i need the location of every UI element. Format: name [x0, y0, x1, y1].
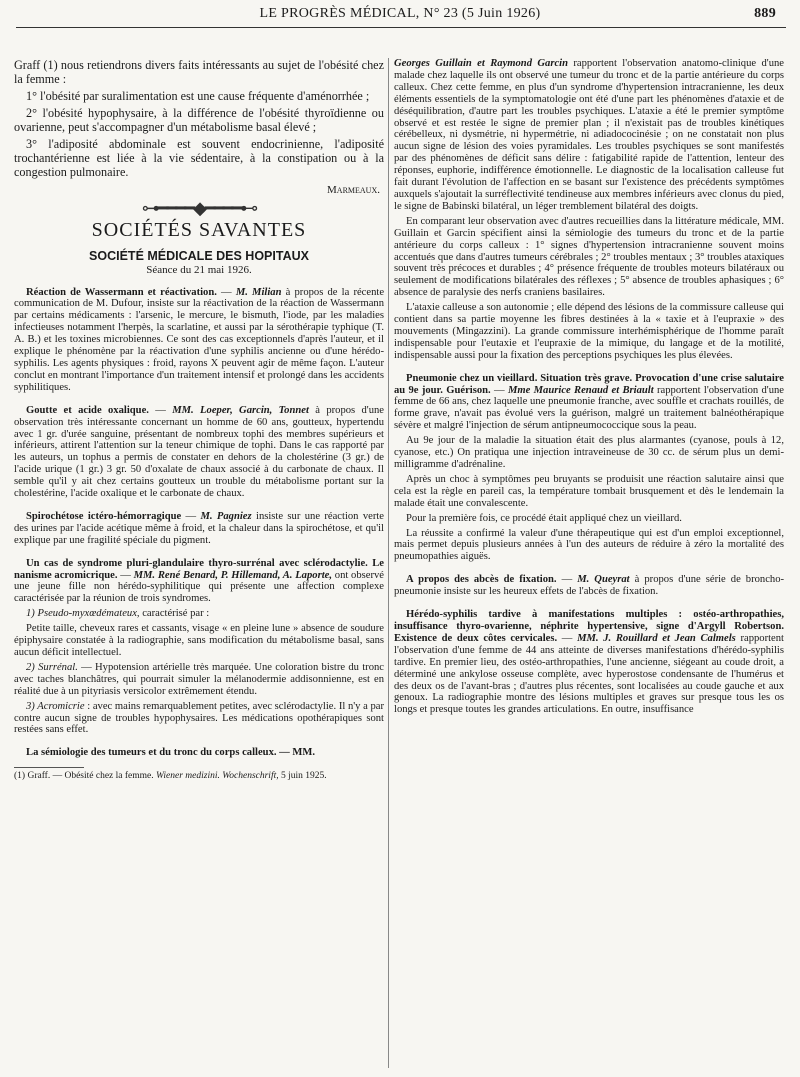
article-heredo-syphilis: Hérédo-syphilis tardive à manifestations multiples : ostéo-arthropathies, insuffisance thyro-ovarienne, néphrite hypertensive, signe d'Argyll Robertson. Existence de deux côtes cervicales. — MM. J. Rouillard et Jean Calmels rapportent l'observation d'une femme de 44 ans atteinte de diverses manifestations d'hérédo-syphilis tardive. En premier lieu, des ostéo-arthropathies, l'une ancienne, siégeant au coude droit, a déterminé une ankylose osseuse complète, avec hyperostose condensante de l'humérus et des deux os de l'avant-bras ; d'autres plus récentes, sont localisées au coude gauche et aux genoux. La radiographie montre des lésions multiples et graves sur presque tous les os longs et presque toutes les grandes articulations. En outre, insuffisance	[394, 609, 784, 716]
right-column	[394, 58, 784, 719]
syndrome-1-text: Petite taille, cheveux rares et cassants, visage « en pleine lune » absence de soudure épiphysaire constatée à la radiographie, sans modification du métabolisme basal, sans aucun déficit intellectuel.	[14, 623, 384, 658]
left-column	[14, 58, 384, 785]
article-body: rapportent l'observation anatomo-clinique d'une malade chez laquelle ils ont observé une tumeur du tronc et de la partie antérieure du corps calleux. Chez cette femme, en plus d'un syndrome d'hypertension intracranienne, les deux éléments essentiels de la symptomatologie ont été d'une part les phénomènes d'ataxie et de déséquilibration, d'autre part les troubles psychiques. L'ataxie a été le premier symptôme observé et est restée le signe de premier plan ; il n'existait pas de troubles kinétiques cérébelleux, ni dysmétrie, ni hypermétrie, ni adiadococinésie ; on ne constatait non plus aucun signe de lésion des voies pyramidales. Les troubles psychiques se sont manifestés par des phénomènes de déficit sans délire : fatigabilité rapide de l'attention, lenteur des réponses, euphorie, indifférence émotionnelle. Le diagnostic de la localisation calleuse fut fait durant l'évolution de l'affection en se basant sur l'existence des précédents symptômes auxquels s'ajoutait la surréflectivité tendineuse aux membres inférieurs avec clonus du pied, le signe de Babinski bilatéral, un léger tremblement bilatéral des doigts.	[394, 58, 784, 212]
article-guillain	[394, 58, 784, 213]
article-heading: Goutte et acide oxalique.	[26, 404, 149, 416]
article-authors: M. Milian	[235, 286, 282, 298]
obesity-intro: Graff (1) nous retiendrons divers faits intéressants au sujet de l'obésité chez la femme :	[14, 58, 384, 86]
article-heading: Pneumonie chez un vieillard. Situation très grave. Provocation d'une crise salutaire au 9e jour. Guérison.	[394, 372, 784, 396]
syndrome-2: 2) Surrénal. — Hypotension artérielle très marquée. Une coloration bistre du tronc avec taches blanchâtres, qui pourrait simuler la mélanodermie addisonnienne, est en réalité due à un pityriasis versicolor extrêmement étendu.	[14, 661, 384, 697]
article-authors: MM. J. Rouillard et Jean Calmels	[577, 632, 736, 644]
article-heading: Spirochétose ictéro-hémorragique	[26, 510, 182, 522]
paragraph: Pour la première fois, ce procédé était appliqué chez un vieillard.	[406, 512, 682, 524]
paragraph: Après un choc à symptômes peu bruyants se produisit une réaction salutaire ainsi que cela est la règle en pareil cas, la température tombait brusquement et dès le lendemain la malade était une convalescente.	[394, 473, 784, 509]
article-syndrome: Un cas de syndrome pluri-glandulaire thyro-surrénal avec sclérodactylie. Le nanisme acromicrique. — MM. René Benard, P. Hillemand, A. Laporte, ont observé une jeune fille non hérédo-syphilitique qui présente une affection complexe caractérisée par la réunion de trois syndromes.	[14, 557, 384, 605]
article-heading: A propos des abcès de fixation.	[406, 574, 557, 586]
article-heading: Un cas de syndrome pluri-glandulaire thyro-surrénal avec sclérodactylie. Le nanisme acromicrique.	[14, 557, 384, 581]
obesity-item-2: 2° l'obésité hypophysaire, à la différence de l'obésité thyroïdienne ou ovarienne, peut s'accompagner d'un métabolisme basal élevé ;	[14, 106, 384, 134]
header-rule	[16, 27, 786, 28]
footnote: (1) Graff. — Obésité chez la femme. Wiener medizini. Wochenschrift, 5 juin 1925.	[14, 771, 327, 782]
author-signature: Marmeaux.	[327, 184, 380, 196]
column-divider	[388, 58, 389, 1068]
article-body: rapportent l'observation d'une femme de 66 ans, chez laquelle une pneumonie franche, avec souffle et crachats rouillés, de forme grave, n'avait pas évolué vers la guérison, malgré un traitement balnéothérapique sévère et malgré l'injection de sérum antipneumococcique sous la peau.	[394, 384, 784, 432]
paragraph: L'ataxie calleuse a son autonomie ; elle dépend des lésions de la commissure calleuse qui contient dans sa partie moyenne les fibres destinées à la « taxie et à l'eupraxie » des mouvements (Mingazzini). La grande commissure interhémisphérique de l'homme paraît indispensable pour l'eutaxie et l'eupraxie de la mimique, du langage et de la motilité, indispensable aussi pour la fixation des perceptions psychiques les plus élevées.	[394, 302, 784, 361]
page-number: 889	[754, 6, 776, 21]
article-body: insiste sur une réaction verte des urines par l'acide acétique même à froid, et la chaleur dans la spirochétose, et qu'il explique par une fragilité spéciale du pigment.	[14, 510, 384, 546]
article-heading: Hérédo-syphilis tardive à manifestations multiples : ostéo-arthropathies, insuffisance thyro-ovarienne, néphrite hypertensive, signe d'Argyll Robertson. Existence de deux côtes cervicales.	[394, 609, 784, 644]
article-authors: M. Pagniez	[200, 510, 252, 522]
article-semiologie-heading: La sémiologie des tumeurs et du tronc du corps calleux. — MM.	[26, 747, 316, 759]
section-ornament: ⊶━━━━◆━━━━⊷	[141, 197, 257, 218]
article-authors: MM. Loeper, Garcin, Tonnet	[172, 404, 309, 416]
society-title: SOCIÉTÉ MÉDICALE DES HOPITAUX	[89, 248, 309, 263]
article-body: à propos d'une série de broncho-pneumonie insiste sur les heureux effets de l'abcès de fixation.	[394, 574, 784, 598]
article-body: à propos d'une observation très intéressante concernant un homme de 60 ans, goutteux, hypertendu avec 1 gr. d'urée sanguine, présentant de nombreux tophi des membres supérieurs et inférieurs, attirent l'attention sur la teneur chimique de tophi. Dans le cas rapporté par les auteurs, un tophus a permis de constater en dehors de la cholestérine (3 gr.) de l'acide urique (1 gr.) 3 gr. 50 d'oxalate de chaux associé à du carbonate de chaux. Il semble qu'il y ait chez certains goutteux un trouble du métabolisme portant sur la cholestérine, l'acide oxalique et le carbonate de chaux.	[14, 404, 384, 500]
article-body: rapportent l'observation d'une femme de 44 ans atteinte de diverses manifestations d'hérédo-syphilis tardive. En premier lieu, des ostéo-arthropathies, l'une ancienne, siégeant au coude droit, a déterminé une ankylose osseuse complète, avec hyperostose condensante de l'humérus et des deux os de l'avant-bras ; d'autres plus récentes, sont localisées au coude gauche et aux genoux. La radiographie montre des lésions multiples et graves sur presque tous les os longs et presque toutes les grandes articulations. En outre, insuffisance	[394, 632, 784, 716]
article-authors: Georges Guillain et Raymond Garcin	[394, 58, 568, 69]
article-authors: Mme Maurice Renaud et Briault	[507, 384, 654, 396]
article-body: ont observé une jeune fille non hérédo-syphilitique qui présente une affection complexe caractérisée par la réunion de trois syndromes.	[14, 569, 384, 605]
article-body: à propos de la récente communication de M. Dufour, insiste sur la réactivation de la réaction de Wassermann par certains médicaments : l'arsenic, le mercure, le bismuth, l'iode, par les maladies infectieuses notamment l'herpès, la scarlatine, et aussi par la sérothérapie typhique (T. A. B.) et les toxines microbiennes. Ce sont des cas exceptionnels d'après l'auteur, et il explique le phénomène par la réactivation d'une syphilis ancienne ou d'une hérédo-syphilis. Les agents physiques : froid, rayons X peuvent agir de même façon. L'auteur conclut en montrant l'importance d'un traitement intensif et prolongé dans les accidents syphilitiques.	[14, 286, 384, 393]
section-title: SOCIÉTÉS SAVANTES	[91, 218, 307, 241]
obesity-item-1: 1° l'obésité par suralimentation est une cause fréquente d'aménorrhée ;	[26, 89, 370, 103]
article-pneumonie: Pneumonie chez un vieillard. Situation très grave. Provocation d'une crise salutaire au 9e jour. Guérison. — Mme Maurice Renaud et Briault rapportent l'observation d'une femme de 66 ans, chez laquelle une pneumonie franche, avec souffle et crachats rouillés, de forme grave, n'avait pas évolué vers la guérison, malgré un traitement balnéothérapique sévère et malgré l'injection de sérum antipneumococcique sous la peau.	[394, 372, 784, 432]
article-abces: A propos des abcès de fixation. — M. Queyrat à propos d'une série de broncho-pneumonie insiste sur les heureux effets de l'abcès de fixation.	[394, 574, 784, 598]
article-authors: M. Queyrat	[577, 574, 630, 586]
article-wassermann: Réaction de Wassermann et réactivation. — M. Milian à propos de la récente communication de M. Dufour, insiste sur la réactivation de la réaction de Wassermann par certains médicaments : l'arsenic, le mercure, le bismuth, l'iode, par les maladies infectieuses notamment l'herpès, la scarlatine, et aussi par la sérothérapie typhique (T. A. B.) et les toxines microbiennes. Ce sont des cas exceptionnels d'après l'auteur, et il explique le phénomène par la réactivation d'une syphilis ancienne ou d'une hérédo-syphilis. Les agents physiques : froid, rayons X peuvent agir de même façon. L'auteur conclut en montrant l'importance d'un traitement intensif et prolongé dans les accidents syphilitiques.	[14, 286, 384, 393]
article-goutte: Goutte et acide oxalique. — MM. Loeper, Garcin, Tonnet à propos d'une observation très intéressante concernant un homme de 60 ans, goutteux, hypertendu avec 1 gr. d'urée sanguine, présentant de nombreux tophi des membres supérieurs et inférieurs, attirent l'attention sur la teneur chimique de tophi. Dans le cas rapporté par les auteurs, un tophus a permis de constater en dehors de la cholestérine (3 gr.) de l'acide urique (1 gr.) 3 gr. 50 d'oxalate de chaux associé à du carbonate de chaux. Il semble qu'il y ait chez certains goutteux un trouble du métabolisme portant sur la cholestérine, l'acide oxalique et le carbonate de chaux.	[14, 404, 384, 500]
article-authors: MM. René Benard, P. Hillemand, A. Laporte,	[133, 569, 332, 581]
obesity-item-3: 3° l'adiposité abdominale est souvent endocrinienne, l'adiposité trochantérienne est liée à la vie sédentaire, à la constipation ou à la congestion pulmonaire.	[14, 137, 384, 179]
paragraph: Au 9e jour de la maladie la situation était des plus alarmantes (cyanose, pouls à 12, cyanose, etc.) On pratiqua une injection intraveineuse de 30 cc. de sérum plus un demi-milligramme d'adrénaline.	[394, 435, 784, 470]
article-heading: Réaction de Wassermann et réactivation.	[26, 286, 217, 298]
paragraph: En comparant leur observation avec d'autres recueillies dans la littérature médicale, MM. Guillain et Garcin spécifient ainsi la sémiologie des tumeurs du tronc et de la partie antérieure du corps calleux : 1° signes d'hypertension intracranienne souvent moins accentués que dans d'autres tumeurs cérébrales ; 2° troubles mentaux ; 3° troubles ataxiques souvent très précoces et durables ; 4° présence fréquente de troubles moteurs bilatéraux ou seulement de modifications bilatérales des réflexes ; 5° absence de troubles aphasiques ; 6° absence de paralysie des nerfs craniens basilaires.	[394, 215, 784, 299]
running-header	[14, 6, 786, 28]
session-date: Séance du 21 mai 1926.	[146, 263, 252, 276]
journal-title: LE PROGRÈS MÉDICAL, N° 23 (5 Juin 1926)	[259, 6, 541, 21]
paragraph: La réussite a confirmé la valeur d'une thérapeutique qui est d'un emploi exceptionnel, mais permet depuis plusieurs années à l'un des auteurs de réduire à zéro la mortalité des pneumopathies aiguës.	[394, 527, 784, 563]
syndrome-1-heading: 1) Pseudo-myxœdémateux, caractérisé par :	[26, 608, 210, 620]
syndrome-3: 3) Acromicrie : avec mains remarquablement petites, avec sclérodactylie. Il n'y a par contre aucun signe de troubles hypophysaires. Les médications opothérapiques sont restées sans effet.	[14, 700, 384, 736]
article-spirochetose: Spirochétose ictéro-hémorragique — M. Pagniez insiste sur une réaction verte des urines par l'acide acétique même à froid, et la chaleur dans la spirochétose, et qu'il explique par une fragilité spéciale du pigment.	[14, 510, 384, 546]
footnote-rule	[14, 767, 84, 768]
